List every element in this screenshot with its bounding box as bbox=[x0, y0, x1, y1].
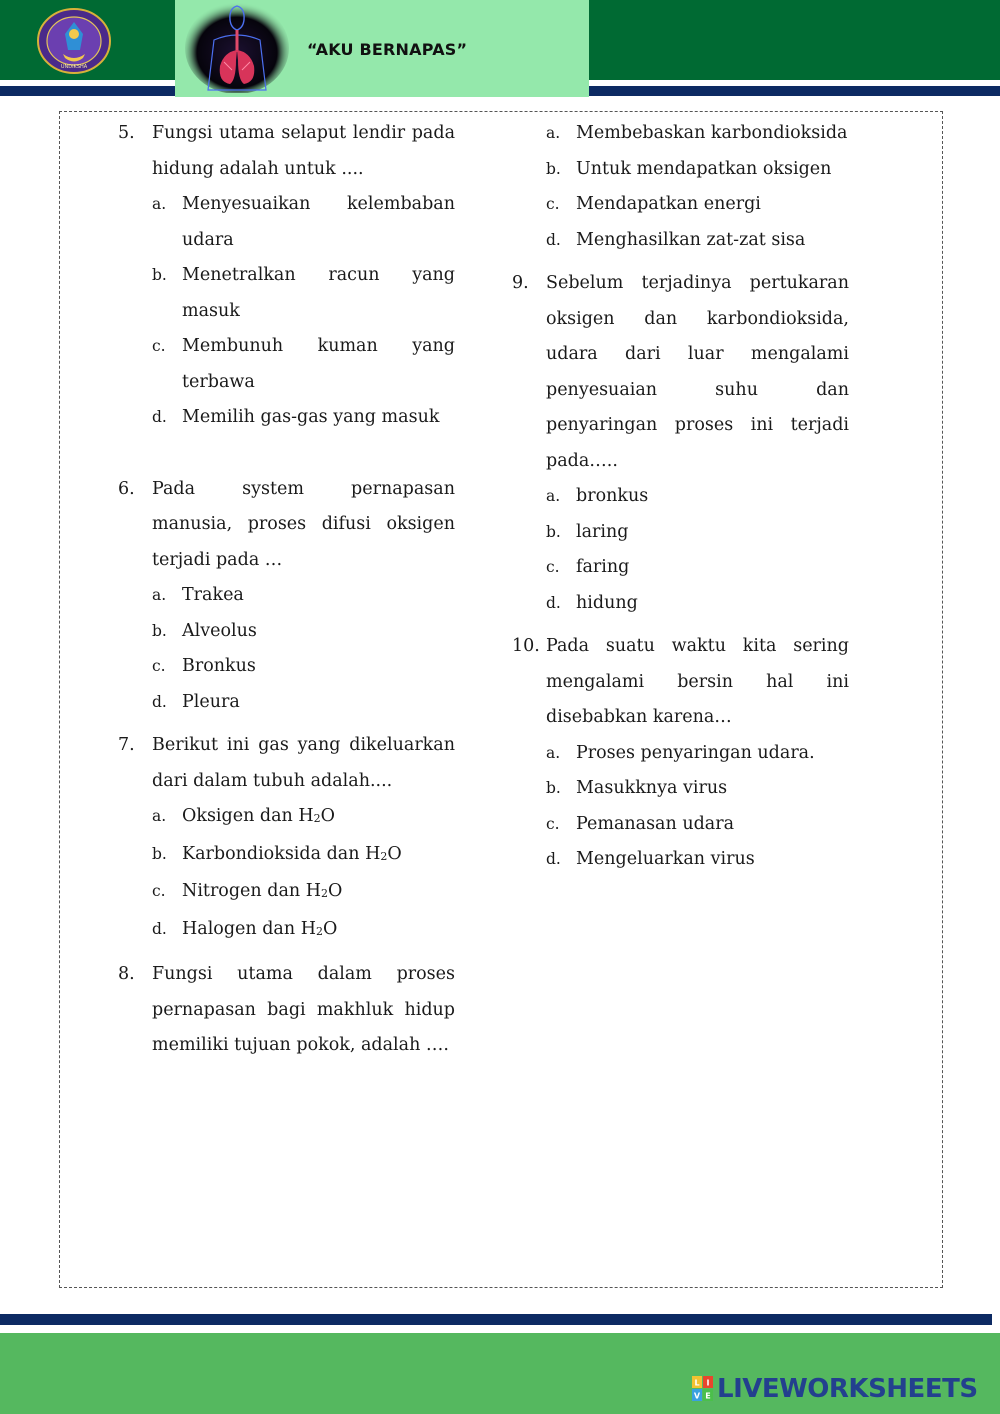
option-a[interactable] bbox=[546, 736, 849, 772]
option-c[interactable] bbox=[152, 874, 455, 912]
option-list bbox=[152, 578, 455, 720]
respiratory-system-image bbox=[184, 0, 290, 93]
option-text: Membunuh kuman yang terbawa bbox=[182, 336, 455, 392]
question-7 bbox=[118, 728, 455, 949]
option-letter: b. bbox=[152, 621, 167, 640]
option-text: Membebaskan karbondioksida bbox=[576, 123, 848, 143]
option-c[interactable] bbox=[152, 329, 455, 400]
logo-text: UNDIKSHA bbox=[60, 64, 88, 70]
question-5 bbox=[118, 116, 455, 436]
option-b[interactable] bbox=[152, 837, 455, 875]
subscript: 2 bbox=[380, 849, 388, 863]
option-letter: c. bbox=[546, 558, 560, 576]
option-letter: a. bbox=[546, 487, 561, 505]
question-text: Berikut ini gas yang dikeluarkan dari dalam tubuh adalah.... bbox=[152, 735, 455, 791]
university-logo-icon bbox=[37, 8, 111, 74]
option-text: Pleura bbox=[182, 691, 240, 712]
worksheet-title: “AKU BERNAPAS” bbox=[307, 40, 468, 59]
option-text: bronkus bbox=[576, 486, 649, 506]
question-8-options bbox=[512, 116, 849, 258]
option-b[interactable] bbox=[546, 515, 849, 551]
subscript: 2 bbox=[315, 924, 323, 938]
option-d[interactable] bbox=[152, 912, 455, 950]
option-list bbox=[546, 736, 849, 878]
option-text-tail: O bbox=[322, 918, 338, 939]
option-letter: d. bbox=[152, 408, 167, 426]
question-text: Fungsi utama selaput lendir pada hidung adalah untuk .... bbox=[152, 123, 455, 179]
question-text: Sebelum terjadinya pertukaran oksigen dan karbondioksida, udara dari luar mengalami penyesuaian suhu dan penyaringan proses ini terjadi pada….. bbox=[546, 273, 849, 471]
option-letter: c. bbox=[152, 337, 166, 355]
option-d[interactable] bbox=[546, 842, 849, 878]
option-letter: b. bbox=[152, 844, 167, 863]
questions-right-column bbox=[512, 116, 849, 878]
option-b[interactable] bbox=[152, 258, 455, 329]
question-8 bbox=[118, 957, 455, 1064]
mark-letter-v: V bbox=[693, 1391, 701, 1401]
subscript: 2 bbox=[320, 887, 328, 900]
option-c[interactable] bbox=[546, 807, 849, 843]
option-list bbox=[152, 799, 455, 949]
option-text: Oksigen dan H bbox=[182, 806, 314, 826]
option-letter: a. bbox=[152, 586, 167, 604]
option-list bbox=[152, 187, 455, 436]
question-number: 6. bbox=[118, 478, 135, 499]
option-list bbox=[546, 479, 849, 621]
option-letter: c. bbox=[152, 882, 166, 900]
option-text-tail: O bbox=[327, 881, 343, 901]
option-a[interactable] bbox=[152, 578, 455, 614]
option-d[interactable] bbox=[152, 400, 455, 436]
question-number: 5. bbox=[118, 123, 135, 143]
option-c[interactable] bbox=[152, 649, 455, 685]
option-letter: b. bbox=[546, 522, 561, 541]
option-text: Memilih gas-gas yang masuk bbox=[182, 407, 440, 427]
option-text: Menetralkan racun yang masuk bbox=[182, 265, 455, 321]
option-text: Untuk mendapatkan oksigen bbox=[576, 158, 832, 179]
option-b[interactable] bbox=[546, 771, 849, 807]
option-letter: a. bbox=[546, 743, 561, 762]
option-text-tail: O bbox=[387, 843, 402, 864]
option-text-tail: O bbox=[320, 806, 336, 826]
option-letter: a. bbox=[546, 124, 561, 142]
liveworksheets-brand-text: LIVEWORKSHEETS bbox=[717, 1374, 978, 1404]
option-text: Bronkus bbox=[182, 656, 256, 676]
question-number: 10. bbox=[512, 636, 540, 656]
question-number: 8. bbox=[118, 964, 135, 984]
option-letter: b. bbox=[152, 266, 167, 284]
question-text: Pada system pernapasan manusia, proses difusi oksigen terjadi pada … bbox=[152, 478, 455, 570]
mark-letter-e: E bbox=[705, 1391, 711, 1401]
option-letter: c. bbox=[152, 657, 166, 675]
option-text: Karbondioksida dan H bbox=[182, 843, 381, 864]
option-text: Trakea bbox=[182, 585, 244, 605]
question-6 bbox=[118, 472, 455, 721]
option-text: Nitrogen dan H bbox=[182, 881, 321, 901]
mark-letter-i: I bbox=[706, 1378, 710, 1388]
option-letter: b. bbox=[546, 779, 561, 797]
mark-letter-l: L bbox=[694, 1378, 700, 1388]
question-9 bbox=[512, 266, 849, 621]
option-letter: c. bbox=[546, 195, 560, 213]
option-d[interactable] bbox=[152, 685, 455, 721]
option-letter: b. bbox=[546, 159, 561, 178]
option-letter: d. bbox=[546, 593, 561, 612]
option-letter: d. bbox=[152, 919, 167, 938]
option-list bbox=[546, 116, 849, 258]
option-letter: c. bbox=[546, 814, 560, 833]
option-a[interactable] bbox=[546, 116, 849, 152]
option-a[interactable] bbox=[152, 187, 455, 258]
option-a[interactable] bbox=[546, 479, 849, 515]
option-text: Alveolus bbox=[182, 620, 257, 641]
subscript: 2 bbox=[313, 812, 321, 825]
option-text: Proses penyaringan udara. bbox=[576, 742, 815, 763]
question-number: 7. bbox=[118, 735, 135, 755]
question-text: Pada suatu waktu kita sering mengalami bersin hal ini disebabkan karena… bbox=[546, 636, 849, 727]
question-text: Fungsi utama dalam proses pernapasan bagi makhluk hidup memiliki tujuan pokok, adalah …. bbox=[152, 964, 455, 1055]
option-letter: d. bbox=[546, 230, 561, 249]
footer-stripe bbox=[0, 1314, 992, 1325]
question-10 bbox=[512, 629, 849, 878]
option-letter: a. bbox=[152, 807, 167, 825]
option-letter: d. bbox=[152, 692, 167, 711]
option-text: Menyesuaikan kelembaban udara bbox=[182, 194, 455, 250]
option-c[interactable] bbox=[546, 187, 849, 223]
liveworksheets-mark-icon bbox=[692, 1376, 714, 1402]
option-text: faring bbox=[576, 557, 630, 577]
option-letter: a. bbox=[152, 195, 167, 213]
option-b[interactable] bbox=[152, 614, 455, 650]
option-text: hidung bbox=[576, 592, 638, 613]
option-text: Mengeluarkan virus bbox=[576, 849, 755, 869]
option-text: laring bbox=[576, 521, 629, 542]
option-letter: d. bbox=[546, 850, 561, 868]
option-text: Pemanasan udara bbox=[576, 813, 735, 834]
option-text: Halogen dan H bbox=[182, 918, 316, 939]
option-text: Masukknya virus bbox=[576, 778, 728, 798]
liveworksheets-logo[interactable] bbox=[692, 1373, 978, 1405]
option-d[interactable] bbox=[546, 586, 849, 622]
questions-left-column bbox=[118, 116, 455, 1064]
option-text: Mendapatkan energi bbox=[576, 194, 761, 214]
option-d[interactable] bbox=[546, 223, 849, 259]
option-b[interactable] bbox=[546, 152, 849, 188]
option-c[interactable] bbox=[546, 550, 849, 586]
option-a[interactable] bbox=[152, 799, 455, 837]
option-text: Menghasilkan zat-zat sisa bbox=[576, 229, 806, 250]
question-number: 9. bbox=[512, 273, 529, 293]
